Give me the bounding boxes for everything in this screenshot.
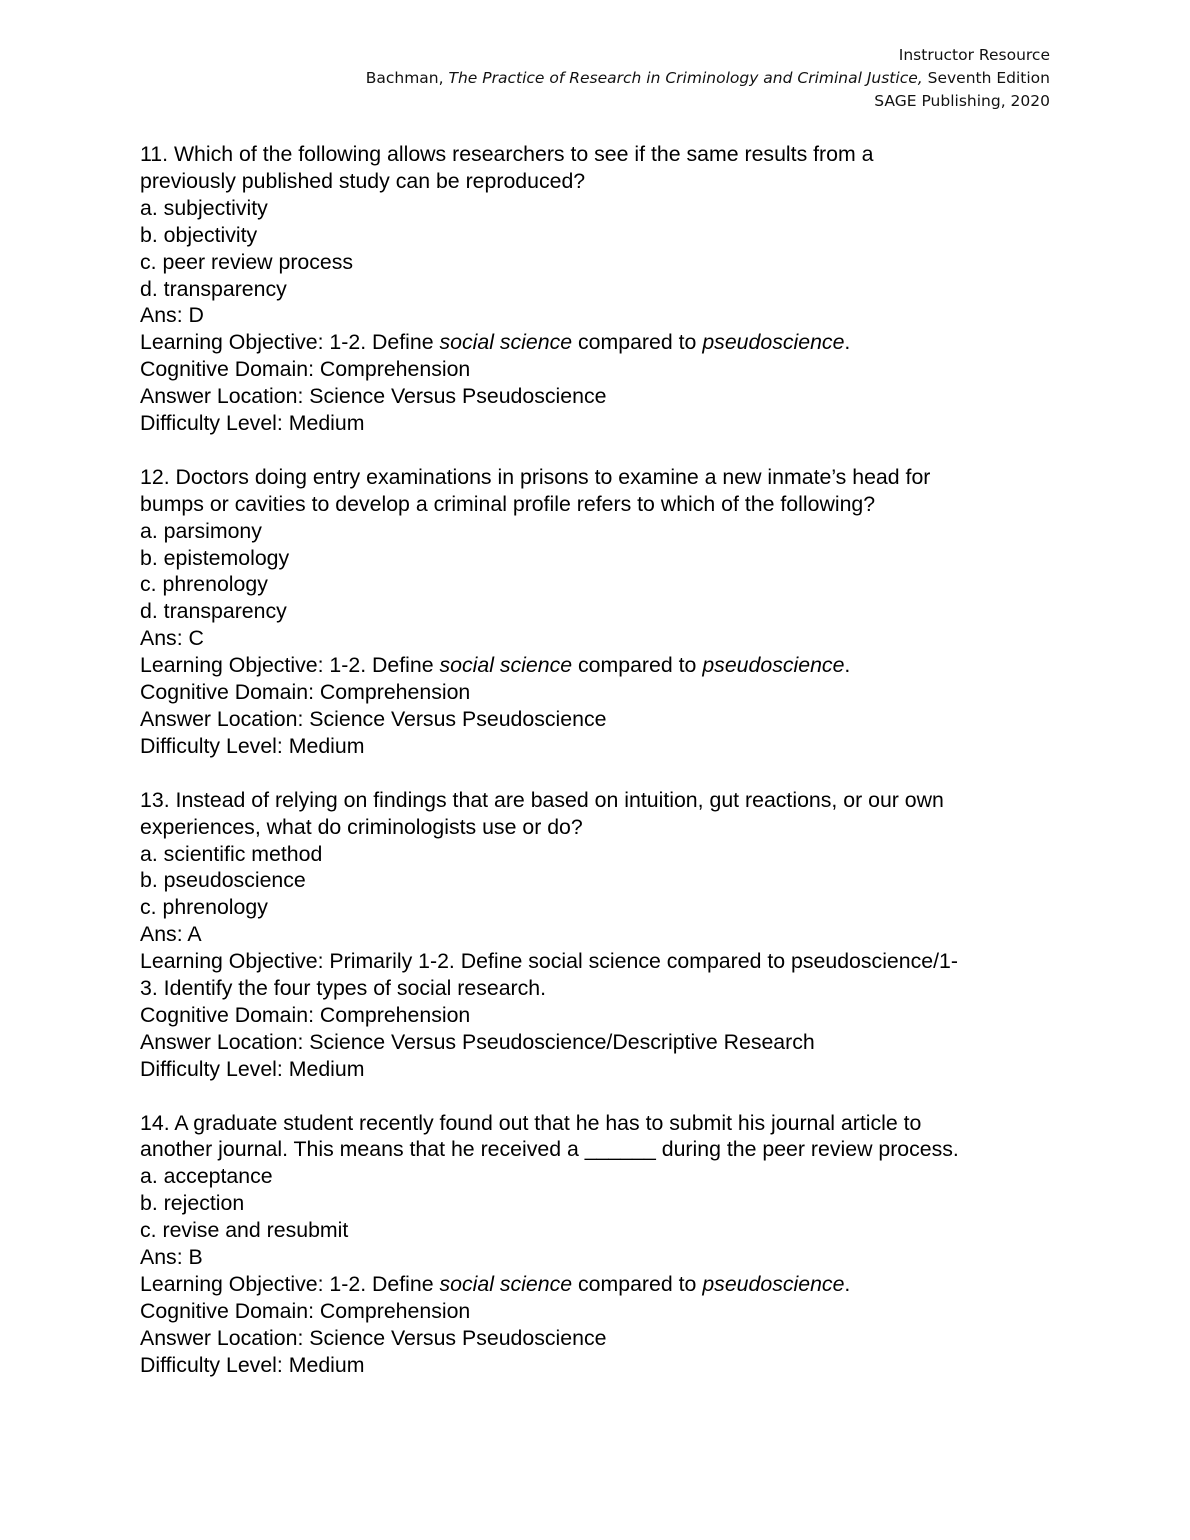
lo-prefix: Learning Objective: 1-2. Define (140, 1272, 434, 1297)
cognitive-domain: Cognitive Domain: Comprehension (140, 680, 471, 705)
lo-end: . (844, 653, 851, 678)
answer-location: Answer Location: Science Versus Pseudoscience (140, 384, 607, 409)
header-author: Bachman, (365, 69, 444, 87)
question-stem: 11. Which of the following allows researchers to see if the same results from a (140, 142, 874, 166)
learning-objective (140, 652, 1050, 679)
lo-mid: compared to (578, 1272, 697, 1297)
lo-end: . (844, 330, 851, 355)
question-stem: experiences, what do criminologists use or do? (140, 814, 583, 839)
question-stem: 13. Instead of relying on findings that are based on intuition, gut reactions, or our own (140, 787, 944, 812)
answer-option: a. parsimony (140, 518, 262, 543)
cognitive-domain: Cognitive Domain: Comprehension (140, 1298, 471, 1323)
page-header (150, 44, 1050, 113)
answer-option: a. scientific method (140, 841, 323, 866)
lo-term: pseudoscience (702, 330, 845, 355)
question-11 (140, 141, 1050, 437)
correct-answer: Ans: A (140, 922, 202, 947)
lo-mid: compared to (578, 330, 697, 355)
difficulty-level: Difficulty Level: Medium (140, 1352, 365, 1377)
learning-objective: Learning Objective: Primarily 1-2. Define social science compared to pseudoscience/1- (140, 949, 958, 974)
lo-prefix: Learning Objective: 1-2. Define (140, 330, 434, 355)
answer-location: Answer Location: Science Versus Pseudoscience (140, 707, 607, 732)
correct-answer: Ans: B (140, 1245, 203, 1270)
cognitive-domain: Cognitive Domain: Comprehension (140, 1002, 471, 1027)
header-edition: Seventh Edition (927, 69, 1050, 87)
answer-option: a. subjectivity (140, 195, 268, 220)
header-book-line (150, 67, 1050, 90)
learning-objective (140, 329, 1050, 356)
lo-term: pseudoscience (702, 1272, 845, 1297)
answer-option: c. peer review process (140, 249, 354, 274)
learning-objective (140, 1271, 1050, 1298)
learning-objective: 3. Identify the four types of social research. (140, 976, 547, 1001)
answer-option: c. phrenology (140, 572, 268, 597)
lo-term: social science (439, 330, 573, 355)
answer-option: d. transparency (140, 276, 287, 301)
question-stem: 14. A graduate student recently found out that he has to submit his journal article to (140, 1110, 922, 1135)
answer-option: b. epistemology (140, 545, 290, 570)
correct-answer: Ans: D (140, 303, 204, 328)
lo-end: . (844, 1272, 851, 1297)
difficulty-level: Difficulty Level: Medium (140, 1056, 365, 1081)
header-book-title: The Practice of Research in Criminology and Criminal Justice, (448, 69, 923, 87)
lo-mid: compared to (578, 653, 697, 678)
answer-option: c. revise and resubmit (140, 1218, 349, 1243)
lo-term: social science (439, 653, 573, 678)
question-stem: bumps or cavities to develop a criminal profile refers to which of the following? (140, 491, 876, 516)
lo-term: social science (439, 1272, 573, 1297)
lo-prefix: Learning Objective: 1-2. Define (140, 653, 434, 678)
header-publisher-line: SAGE Publishing, 2020 (874, 92, 1050, 110)
question-stem: another journal. This means that he received a ______ during the peer review process. (140, 1137, 959, 1162)
answer-option: b. objectivity (140, 222, 258, 247)
lo-term: pseudoscience (702, 653, 845, 678)
answer-option: b. rejection (140, 1191, 245, 1216)
answer-location: Answer Location: Science Versus Pseudoscience/Descriptive Research (140, 1029, 815, 1054)
answer-option: c. phrenology (140, 895, 268, 920)
answer-option: b. pseudoscience (140, 868, 306, 893)
correct-answer: Ans: C (140, 626, 204, 651)
difficulty-level: Difficulty Level: Medium (140, 733, 365, 758)
question-stem: 12. Doctors doing entry examinations in prisons to examine a new inmate’s head for (140, 464, 931, 489)
answer-option: d. transparency (140, 599, 287, 624)
question-12 (140, 464, 1050, 760)
question-list (140, 141, 1050, 1406)
cognitive-domain: Cognitive Domain: Comprehension (140, 357, 471, 382)
answer-option: a. acceptance (140, 1164, 273, 1189)
answer-location: Answer Location: Science Versus Pseudoscience (140, 1325, 607, 1350)
question-13 (140, 787, 1050, 1083)
question-stem: previously published study can be reproduced? (140, 168, 586, 193)
question-14 (140, 1110, 1050, 1379)
difficulty-level: Difficulty Level: Medium (140, 411, 365, 436)
header-resource-line: Instructor Resource (898, 46, 1050, 64)
